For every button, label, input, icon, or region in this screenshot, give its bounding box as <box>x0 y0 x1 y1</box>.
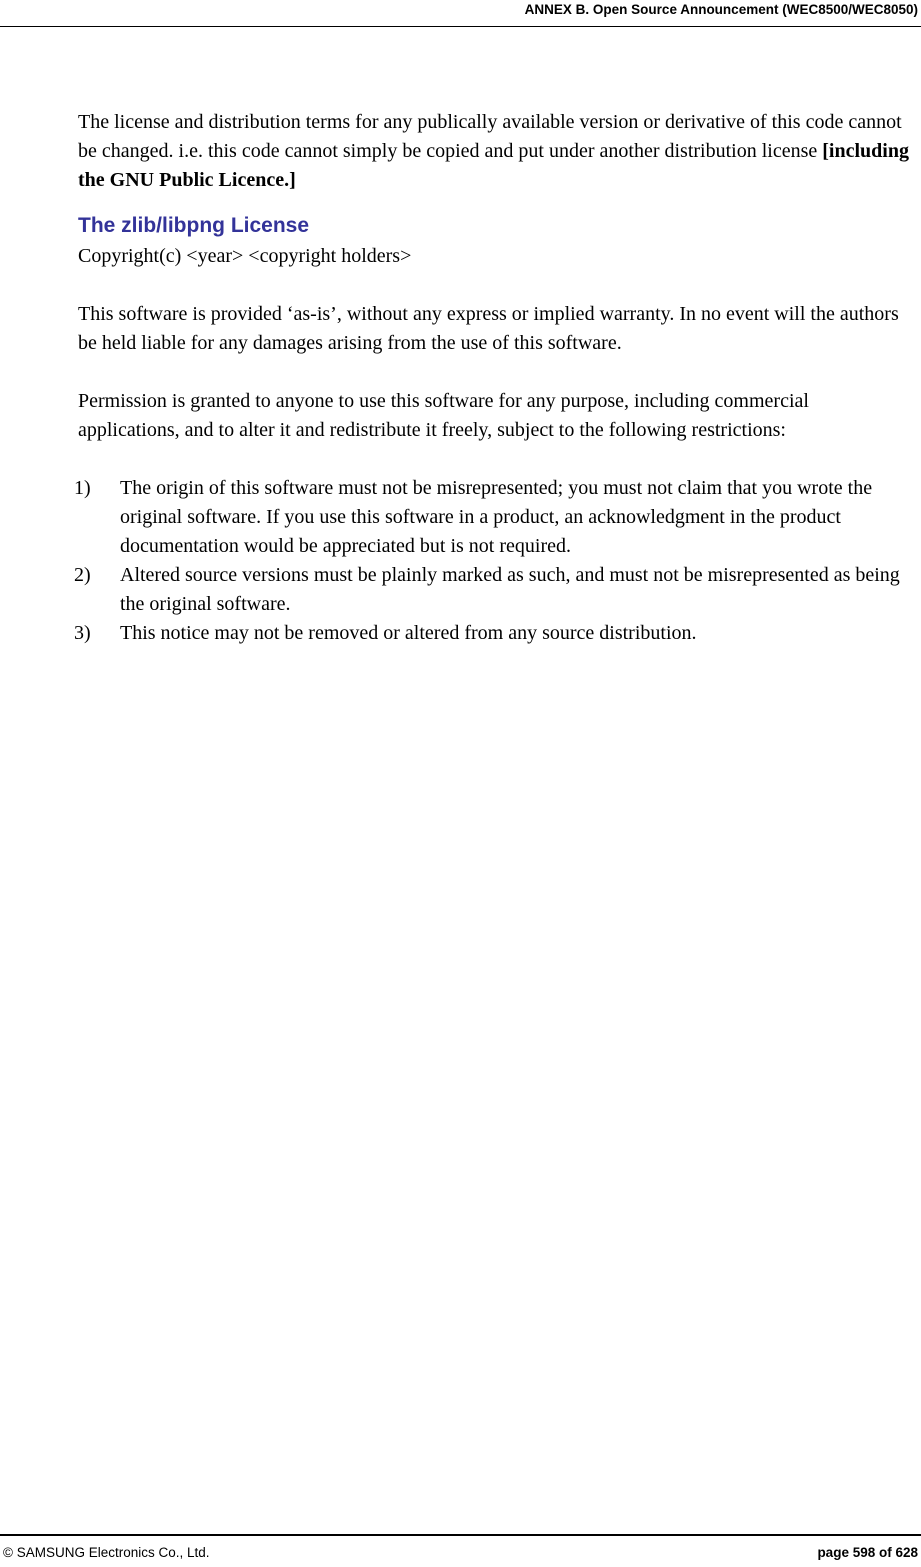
document-body <box>74 108 914 648</box>
restrictions-list <box>74 474 914 648</box>
intro-bold-text: [including the GNU Public Licence.] <box>78 140 909 191</box>
intro-paragraph <box>78 108 914 195</box>
spacer <box>78 445 914 474</box>
page-footer <box>0 1534 921 1567</box>
header-title: ANNEX B. Open Source Announcement (WEC8500/WEC8050) <box>524 2 918 17</box>
list-item-text: The origin of this software must not be misrepresented; you must not claim that you wrote the original software. If you use this software in a product, an acknowledgment in the product documentation would be appreciated but is not required. <box>120 477 873 557</box>
permission-paragraph: Permission is granted to anyone to use this software for any purpose, including commercial applications, and to alter it and redistribute it freely, subject to the following restrictions: <box>78 390 809 441</box>
list-item-text: Altered source versions must be plainly marked as such, and must not be misrepresented as being the original software. <box>120 564 900 615</box>
intro-text: The license and distribution terms for any publically available version or derivative of this code cannot be changed. i.e. this code cannot simply be copied and put under another distribution license <box>78 111 902 162</box>
list-item <box>74 619 914 648</box>
list-item-number: 1) <box>74 477 91 499</box>
list-item-number: 2) <box>74 564 91 586</box>
footer-copyright: © SAMSUNG Electronics Co., Ltd. <box>3 1545 210 1560</box>
list-item-text: This notice may not be removed or altered from any source distribution. <box>120 622 697 644</box>
list-item <box>74 474 914 561</box>
list-item <box>74 561 914 619</box>
copyright-line: Copyright(c) <year> <copyright holders> <box>78 245 412 267</box>
footer-page-number: page 598 of 628 <box>817 1545 918 1560</box>
page-header <box>0 0 921 27</box>
list-item-number: 3) <box>74 622 91 644</box>
section-heading: The zlib/libpng License <box>78 214 310 237</box>
spacer <box>78 271 914 300</box>
warranty-paragraph: This software is provided ‘as-is’, without any express or implied warranty. In no event will the authors be held liable for any damages arising from the use of this software. <box>78 303 899 354</box>
spacer <box>78 358 914 387</box>
